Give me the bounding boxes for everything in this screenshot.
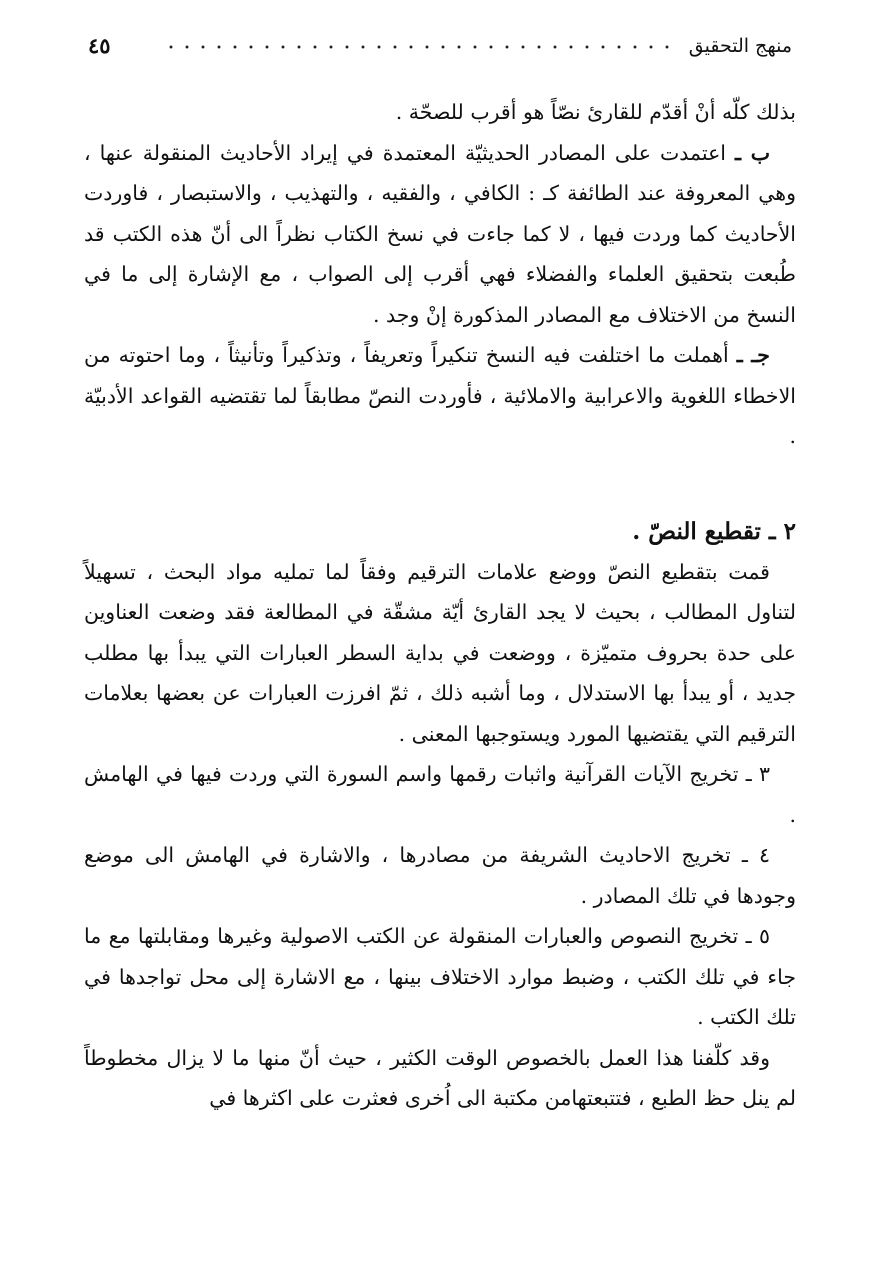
list-item-b-text: اعتمدت على المصادر الحديثيّة المعتمدة في إيراد الأحاديث المنقولة عنها ، وهي المعروفة عند الطائفة كـ : الكافي ، والفقيه ، والتهذيب ، والاستبصار ، فاوردت الأحاديث كما وردت فيها ، لا كما جاءت في نسخ الكتاب نظراً الى أنّ هذه الكتب قد طُبعت بتحقيق العلماء والفضلاء فهي أقرب إلى الصواب ، مع الإشارة إلى ما في النسخ من الاختلاف مع المصادر المذكورة إنْ وجد . [84, 140, 796, 327]
header-title: منهج التحقيق [688, 35, 792, 57]
page-number: ٤٥ [88, 33, 111, 58]
list-item-j-text: أهملت ما اختلفت فيه النسخ تنكيراً وتعريفاً ، وتذكيراً وتأنيثاً ، وما احتوته من الاخطاء اللغوية والاعرابية والاملائية ، فأوردت النصّ مطابقاً لما تقتضيه القواعد الأدبيّة . [84, 343, 796, 448]
section-2-heading: ٢ ـ تقطيع النصّ . [632, 517, 796, 545]
list-item-b [84, 133, 796, 336]
paragraph-final: وقد كلّفنا هذا العمل بالخصوص الوقت الكثير ، حيث أنّ منها ما لا يزال مخطوطاً لم ينل حظ الطبع ، فتتبعتهامن مكتبة الى اُخرى فعثرت على اكثرها في [84, 1045, 796, 1110]
list-marker-b: ب ـ [735, 140, 770, 165]
list-item-j [84, 335, 796, 457]
header-dot-leader [163, 44, 677, 50]
list-item-4: ٤ ـ تخريج الاحاديث الشريفة من مصادرها ، والاشارة في الهامش الى موضع وجودها في تلك المصادر . [84, 843, 796, 908]
list-item-3: ٣ ـ تخريج الآيات القرآنية واثبات رقمها واسم السورة التي وردت فيها في الهامش . [84, 762, 796, 827]
paragraph-intro: بذلك كلّه أنْ أقدّم للقارئ نصّاً هو أقرب للصحّة . [395, 100, 796, 124]
running-header [88, 28, 792, 64]
list-item-5: ٥ ـ تخريج النصوص والعبارات المنقولة عن الكتب الاصولية وغيرها ومقابلتها مع ما جاء في تلك الكتب ، وضبط موارد الاختلاف بينها ، مع الاشارة إلى محل تواجدها في تلك الكتب . [84, 924, 796, 1029]
list-marker-j: جـ ـ [736, 343, 770, 367]
page-body [84, 92, 796, 1119]
paragraph-section-2: قمت بتقطيع النصّ ووضع علامات الترقيم وفقاً لما تمليه مواد البحث ، تسهيلاً لتناول المطالب ، بحيث لا يجد القارئ أيّة مشقّة في المطالعة فقد وضعت العناوين على حدة بحروف متميّزة ، ووضعت في بداية السطر العبارات التي يبدأ بها مطلب جديد ، أو يبدأ بها الاستدلال ، وما أشبه ذلك ، ثمّ افرزت العبارات عن بعضها بعلامات الترقيم التي يقتضيها المورد ويستوجبها المعنى . [84, 559, 796, 746]
